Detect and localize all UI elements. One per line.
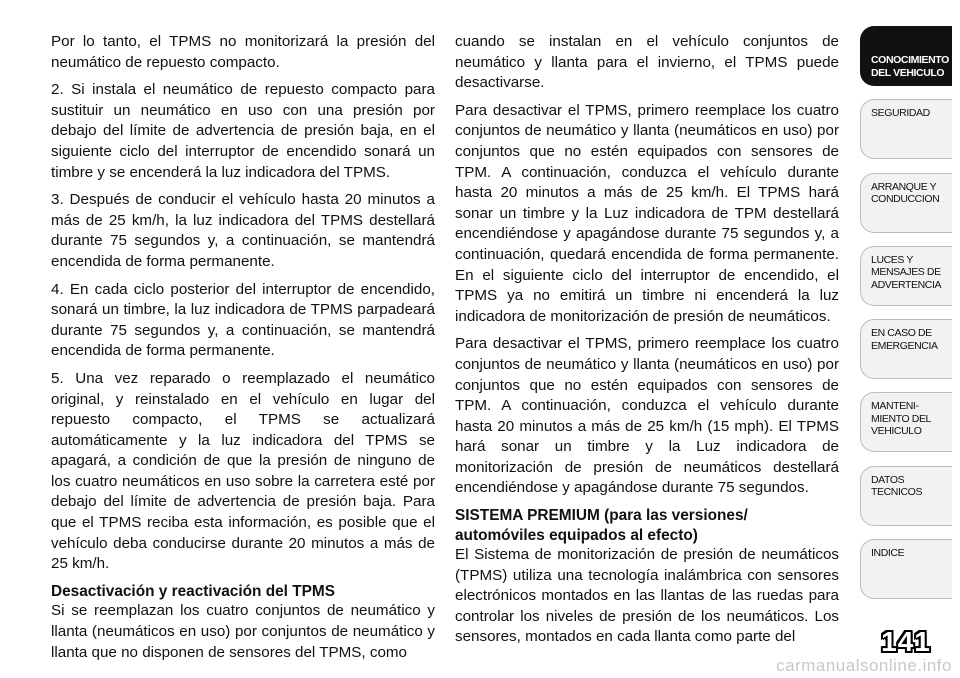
section-heading: SISTEMA PREMIUM (para las versiones/ automóviles equipados al efecto) xyxy=(455,507,748,544)
chapter-tabs xyxy=(860,26,952,612)
watermark: carmanualsonline.info xyxy=(776,656,952,675)
tab-datos-tecnicos[interactable]: DATOS TECNICOS xyxy=(860,466,952,526)
tab-indice[interactable]: INDICE xyxy=(860,539,952,599)
tab-conocimiento-del-vehiculo[interactable]: CONOCIMIENTO DEL VEHICULO xyxy=(860,26,952,86)
paragraph: Por lo tanto, el TPMS no monitorizará la presión del neumático de repuesto compacto. xyxy=(51,33,435,71)
section-heading: Desactivación y reactivación del TPMS xyxy=(51,582,335,600)
paragraph: 2. Si instala el neumático de repuesto compacto para sustituir un neumático en uso con una presión por debajo del límite de advertencia de presión baja, en el siguiente ciclo del interruptor de encendido sonará un timbre y se encenderá la luz indicadora del TPMS. xyxy=(51,81,435,181)
paragraph: cuando se instalan en el vehículo conjuntos de neumático y llanta para el invierno, el TPMS puede desactivarse. xyxy=(455,33,839,92)
paragraph: Para desactivar el TPMS, primero reemplace los cuatro conjuntos de neumático y llanta (neumáticos en uso) por conjuntos que no estén equipados con sensores de TPM. A continuación, conduzca el vehículo durante hasta 20 minutos a más de 25 km/h. El TPMS hará sonar un timbre y la Luz indicadora de TPM destellará encendiéndose y apagándose durante 75 segundos y, a continuación, quedará encendida de forma permanente. En el siguiente ciclo del interruptor de encendido, el TPMS ya no emitirá un timbre ni encenderá la luz indicadora de monitorización de presión de neumáticos. xyxy=(455,101,839,325)
page-number: 141 xyxy=(881,626,931,657)
tab-arranque-y-conduccion[interactable]: ARRANQUE Y CONDUCCION xyxy=(860,173,952,233)
tab-seguridad[interactable]: SEGURIDAD xyxy=(860,99,952,159)
tab-mantenimiento[interactable]: MANTENI- MIENTO DEL VEHICULO xyxy=(860,392,952,452)
paragraph: El Sistema de monitorización de presión de neumáticos (TPMS) utiliza una tecnología inalámbrica con sensores electrónicos montados en las llantas de las ruedas para controlar los niveles de presión de los neumáticos. Los sensores, montados en cada llanta como parte del xyxy=(455,546,839,646)
paragraph: Si se reemplazan los cuatro conjuntos de neumático y llanta (neumáticos en uso) por conjuntos de neumático y llanta que no disponen de sensores del TPMS, como xyxy=(51,602,435,661)
tab-luces-y-mensajes[interactable]: LUCES Y MENSAJES DE ADVERTENCIA xyxy=(860,246,952,306)
paragraph: 5. Una vez reparado o reemplazado el neumático original, y reinstalado en el vehículo en lugar del repuesto compacto, el TPMS se actualizará automáticamente y la luz indicadora del TPMS se apagará, a condición de que la presión de ninguno de los cuatro neumáticos en uso sobre la carretera esté por debajo del límite de advertencia de presión baja. Para que el TPMS reciba esta información, es posible que el vehículo deba conducirse durante 20 minutos a más de 25 km/h. xyxy=(51,369,435,573)
right-text-column xyxy=(455,32,839,648)
left-text-column xyxy=(51,32,435,663)
tab-en-caso-de-emergencia[interactable]: EN CASO DE EMERGENCIA xyxy=(860,319,952,379)
paragraph: Para desactivar el TPMS, primero reemplace los cuatro conjuntos de neumático y llanta (neumáticos en uso) por conjuntos que no estén equipados con sensores de TPM. A continuación, conduzca el vehículo durante hasta 20 minutos a más de 25 km/h (15 mph). El TPMS hará sonar un timbre y la Luz indicadora de monitorización de presión de neumáticos destellará encendiéndose y apagándose durante 75 segundos. xyxy=(455,335,839,497)
paragraph: 3. Después de conducir el vehículo hasta 20 minutos a más de 25 km/h, la luz indicadora del TPMS destellará durante 75 segundos y, a continuación, se mantendrá encendida de forma permanente. xyxy=(51,191,435,270)
paragraph: 4. En cada ciclo posterior del interruptor de encendido, sonará un timbre, la luz indicadora de TPMS parpadeará durante 75 segundos y, a continuación, se mantendrá encendida de forma permanente. xyxy=(51,280,435,360)
